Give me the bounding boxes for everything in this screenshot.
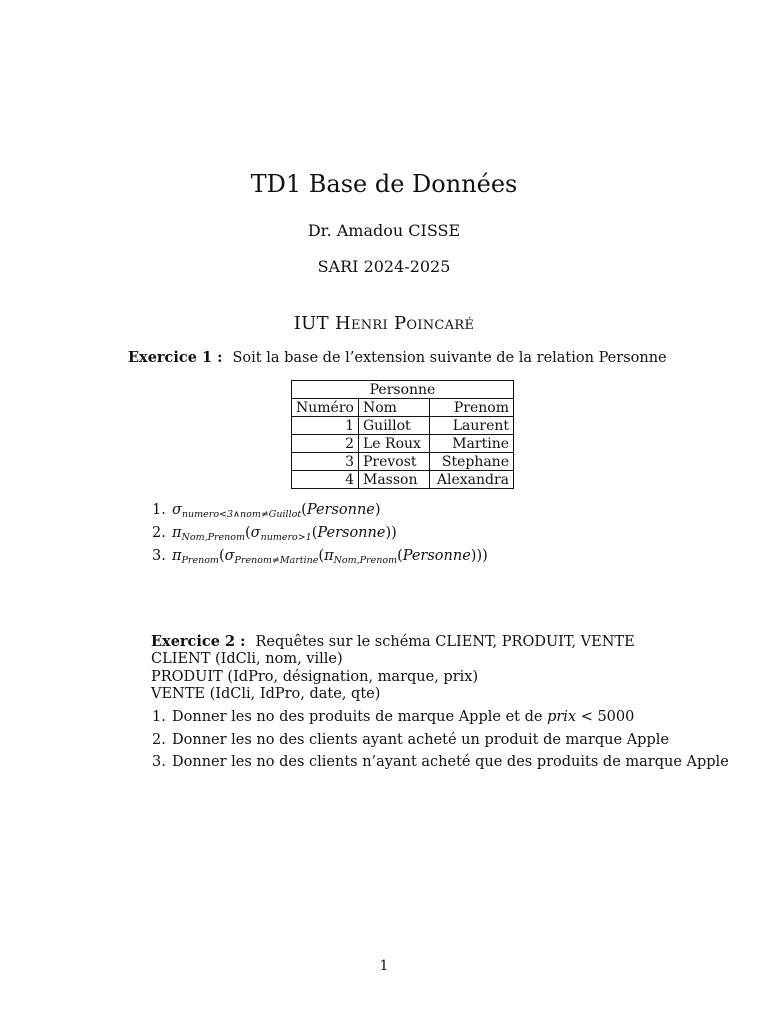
selection-operator: σ <box>172 502 182 518</box>
table-caption-row <box>292 381 514 399</box>
cell-prenom: Stephane <box>430 453 514 471</box>
cell-numero: 1 <box>292 417 359 435</box>
item-number: 2. <box>152 732 166 748</box>
selection-condition: numero>1 <box>260 532 312 543</box>
cell-prenom: Martine <box>430 435 514 453</box>
exercise2-statement <box>151 633 635 650</box>
cell-numero: 3 <box>292 453 359 471</box>
column-header-numero: Numéro <box>292 399 359 417</box>
item-number: 1. <box>152 709 166 725</box>
math-condition: < 5000 <box>576 709 635 725</box>
cell-nom: Masson <box>359 471 430 489</box>
item-text: Donner les no des clients ayant acheté un produit de marque Apple <box>172 732 669 748</box>
selection-operator: σ <box>224 548 235 564</box>
institution-heading: IUT Henri Poincaré <box>293 313 475 334</box>
query-3: 3. $\pi_{Prenom}(\sigma_{Prenom\ne Martine}(\pi_{Nom,Prenom}(Personne)))$ <box>152 548 488 566</box>
projection-attributes: Prenom <box>181 555 219 566</box>
relation-name: Personne <box>317 525 386 541</box>
exercise1-statement <box>128 349 667 366</box>
item-number: 3. <box>152 754 166 770</box>
page-number: 1 <box>379 958 389 974</box>
relation-name: Personne <box>306 502 375 518</box>
schema-vente: VENTE (IdCli, IdPro, date, qte) <box>151 686 381 702</box>
cell-numero: 4 <box>292 471 359 489</box>
session-line: SARI 2024-2025 <box>317 257 451 276</box>
cell-prenom: Laurent <box>430 417 514 435</box>
query-1: 1. $\sigma_{numero<3\wedge nom\ne Guillot}(Personne)$ <box>152 502 381 520</box>
item-text: Donner les no des produits de marque Apple et de <box>172 709 548 725</box>
personne-table <box>291 380 514 489</box>
exercise2-item-3 <box>152 754 729 770</box>
query-number: 3. <box>152 548 166 564</box>
query-2: 2. $\pi_{Nom,Prenom}(\sigma_{numero>1}(Personne))$ <box>152 525 397 543</box>
exercise2-label: Exercice 2 : <box>151 633 246 650</box>
item-text: Donner les no des clients n’ayant acheté que des produits de marque Apple <box>172 754 729 770</box>
inner-projection-operator: π <box>324 548 334 564</box>
exercise1-label: Exercice 1 : <box>128 349 223 366</box>
inner-projection-attributes: Nom,Prenom <box>333 555 398 566</box>
query-number: 2. <box>152 525 166 541</box>
projection-operator: π <box>172 525 182 541</box>
selection-condition: numero<3∧nom≠Guillot <box>181 509 302 520</box>
document-title: TD1 Base de Données <box>250 170 518 198</box>
exercise2-text: Requêtes sur le schéma CLIENT, PRODUIT, VENTE <box>255 634 635 650</box>
table-caption: Personne <box>292 381 514 399</box>
author-line: Dr. Amadou CISSE <box>307 221 461 240</box>
selection-operator: σ <box>250 525 261 541</box>
table-header-row <box>292 399 514 417</box>
math-variable: prix <box>547 709 577 725</box>
exercise2-item-2 <box>152 732 669 748</box>
exercise2-item-1 <box>152 709 634 725</box>
table-row <box>292 471 514 489</box>
selection-condition: Prenom≠Martine <box>234 555 319 566</box>
schema-client: CLIENT (IdCli, nom, ville) <box>151 651 343 667</box>
projection-operator: π <box>172 548 182 564</box>
table-row <box>292 435 514 453</box>
column-header-prenom: Prenom <box>430 399 514 417</box>
column-header-nom: Nom <box>359 399 430 417</box>
cell-numero: 2 <box>292 435 359 453</box>
projection-attributes: Nom,Prenom <box>181 532 245 543</box>
table-row <box>292 453 514 471</box>
cell-nom: Le Roux <box>359 435 430 453</box>
cell-nom: Guillot <box>359 417 430 435</box>
relation-name: Personne <box>402 548 471 564</box>
table-row <box>292 417 514 435</box>
cell-prenom: Alexandra <box>430 471 514 489</box>
exercise1-text: Soit la base de l’extension suivante de la relation Personne <box>232 350 667 366</box>
cell-nom: Prevost <box>359 453 430 471</box>
schema-produit: PRODUIT (IdPro, désignation, marque, prix) <box>151 669 479 685</box>
query-number: 1. <box>152 502 166 518</box>
